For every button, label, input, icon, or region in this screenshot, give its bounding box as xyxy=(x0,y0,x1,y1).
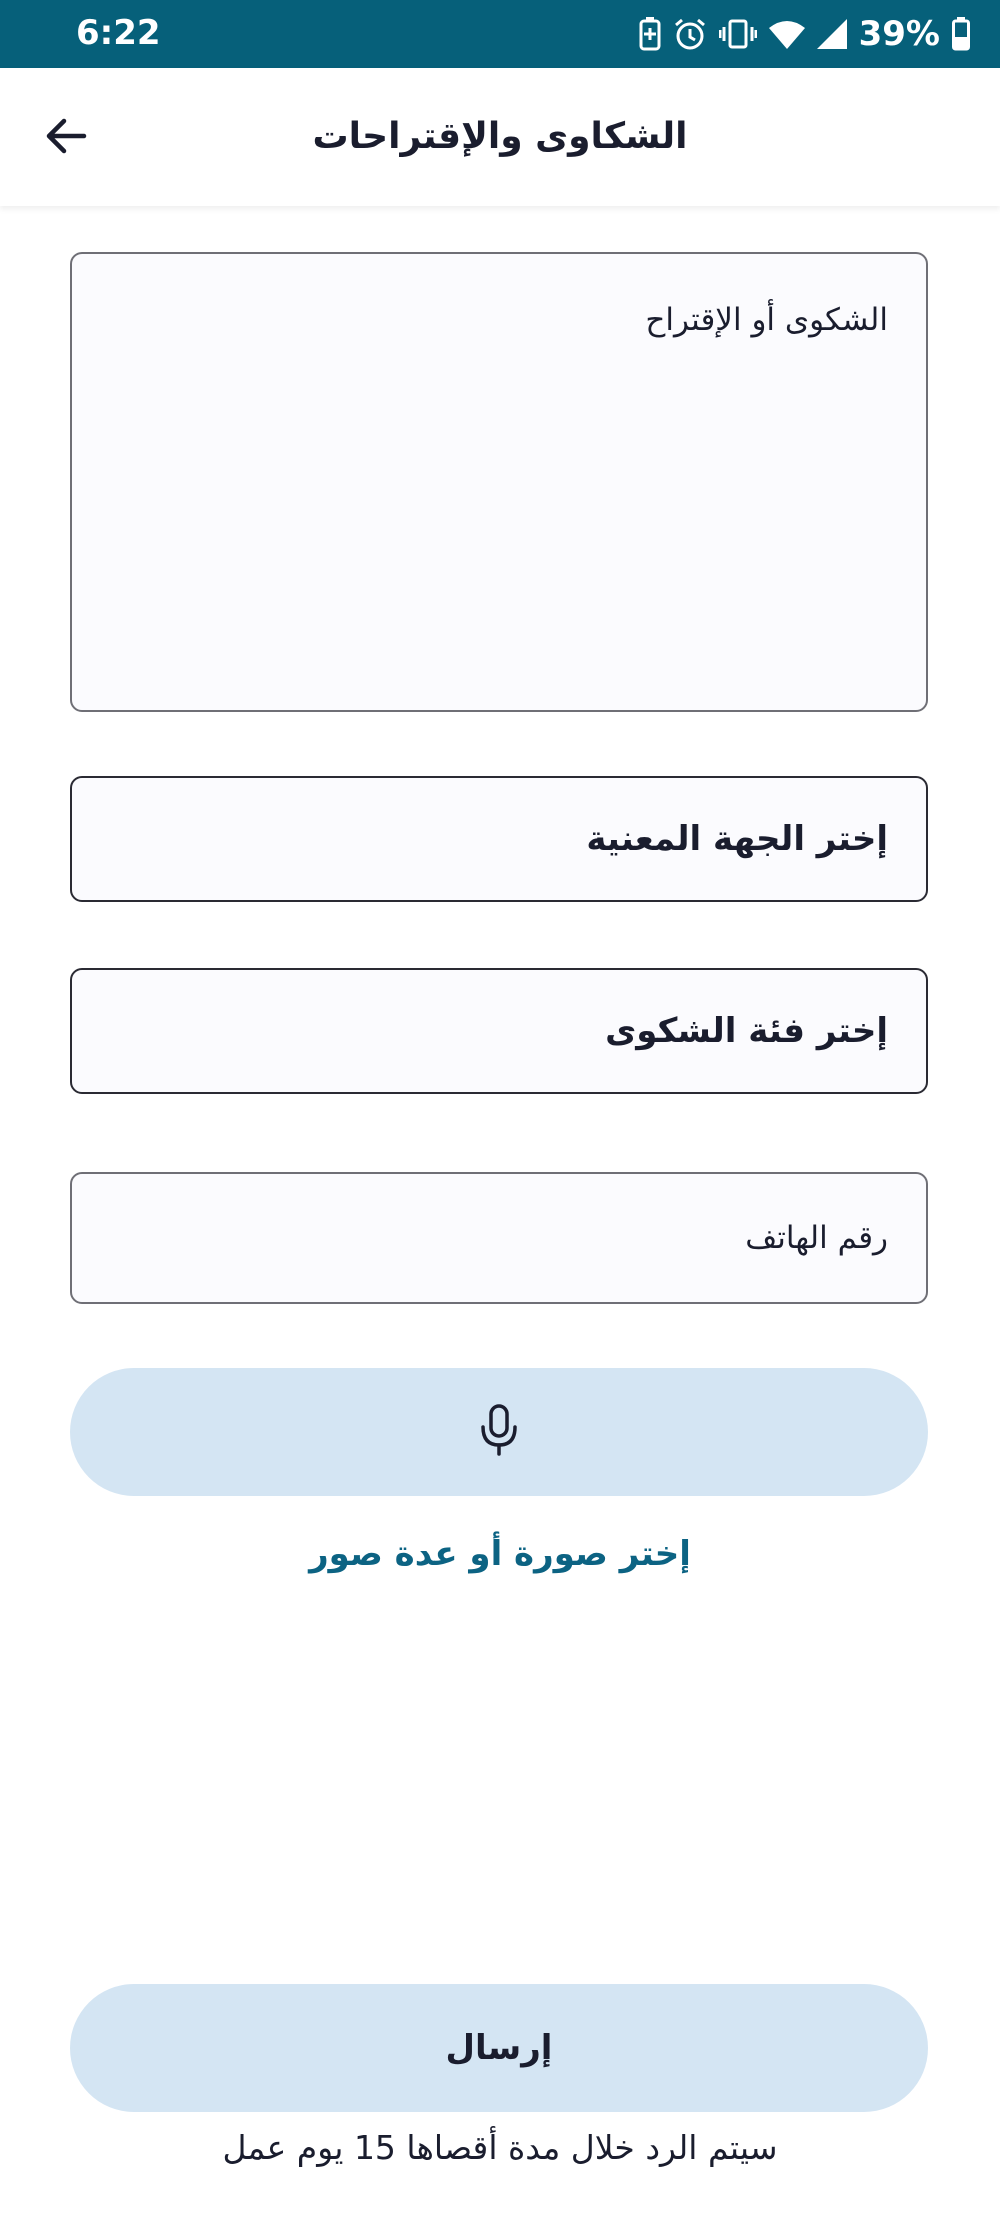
app-bar xyxy=(0,68,1000,206)
arrow-left-icon xyxy=(44,114,88,162)
microphone-icon xyxy=(479,1403,519,1461)
choose-images-link[interactable]: إختر صورة أو عدة صور xyxy=(309,1534,691,1574)
complaint-placeholder: الشكوى أو الإقتراح xyxy=(645,302,888,338)
voice-record-button[interactable] xyxy=(70,1368,928,1496)
department-select-label: إختر الجهة المعنية xyxy=(586,819,888,859)
status-bar xyxy=(0,0,1000,68)
status-icons xyxy=(639,14,970,54)
complaint-textarea[interactable] xyxy=(70,252,928,712)
category-select[interactable] xyxy=(70,968,928,1094)
status-time: 6:22 xyxy=(76,13,161,53)
battery-saver-icon xyxy=(639,17,661,51)
department-select[interactable] xyxy=(70,776,928,902)
response-time-note: سيتم الرد خلال مدة أقصاها 15 يوم عمل xyxy=(222,2128,778,2167)
cell-signal-icon xyxy=(817,19,847,49)
submit-button[interactable] xyxy=(70,1984,928,2112)
submit-button-label: إرسال xyxy=(445,2028,553,2068)
page-title: الشكاوى والإقتراحات xyxy=(312,116,688,157)
battery-percent: 39% xyxy=(858,14,940,54)
alarm-icon xyxy=(673,17,707,51)
battery-icon xyxy=(952,17,970,51)
vibrate-icon xyxy=(719,17,757,51)
category-select-label: إختر فئة الشكوى xyxy=(605,1011,888,1051)
phone-placeholder: رقم الهاتف xyxy=(745,1220,888,1256)
back-button[interactable] xyxy=(30,102,102,174)
wifi-icon xyxy=(769,19,805,49)
phone-input[interactable] xyxy=(70,1172,928,1304)
